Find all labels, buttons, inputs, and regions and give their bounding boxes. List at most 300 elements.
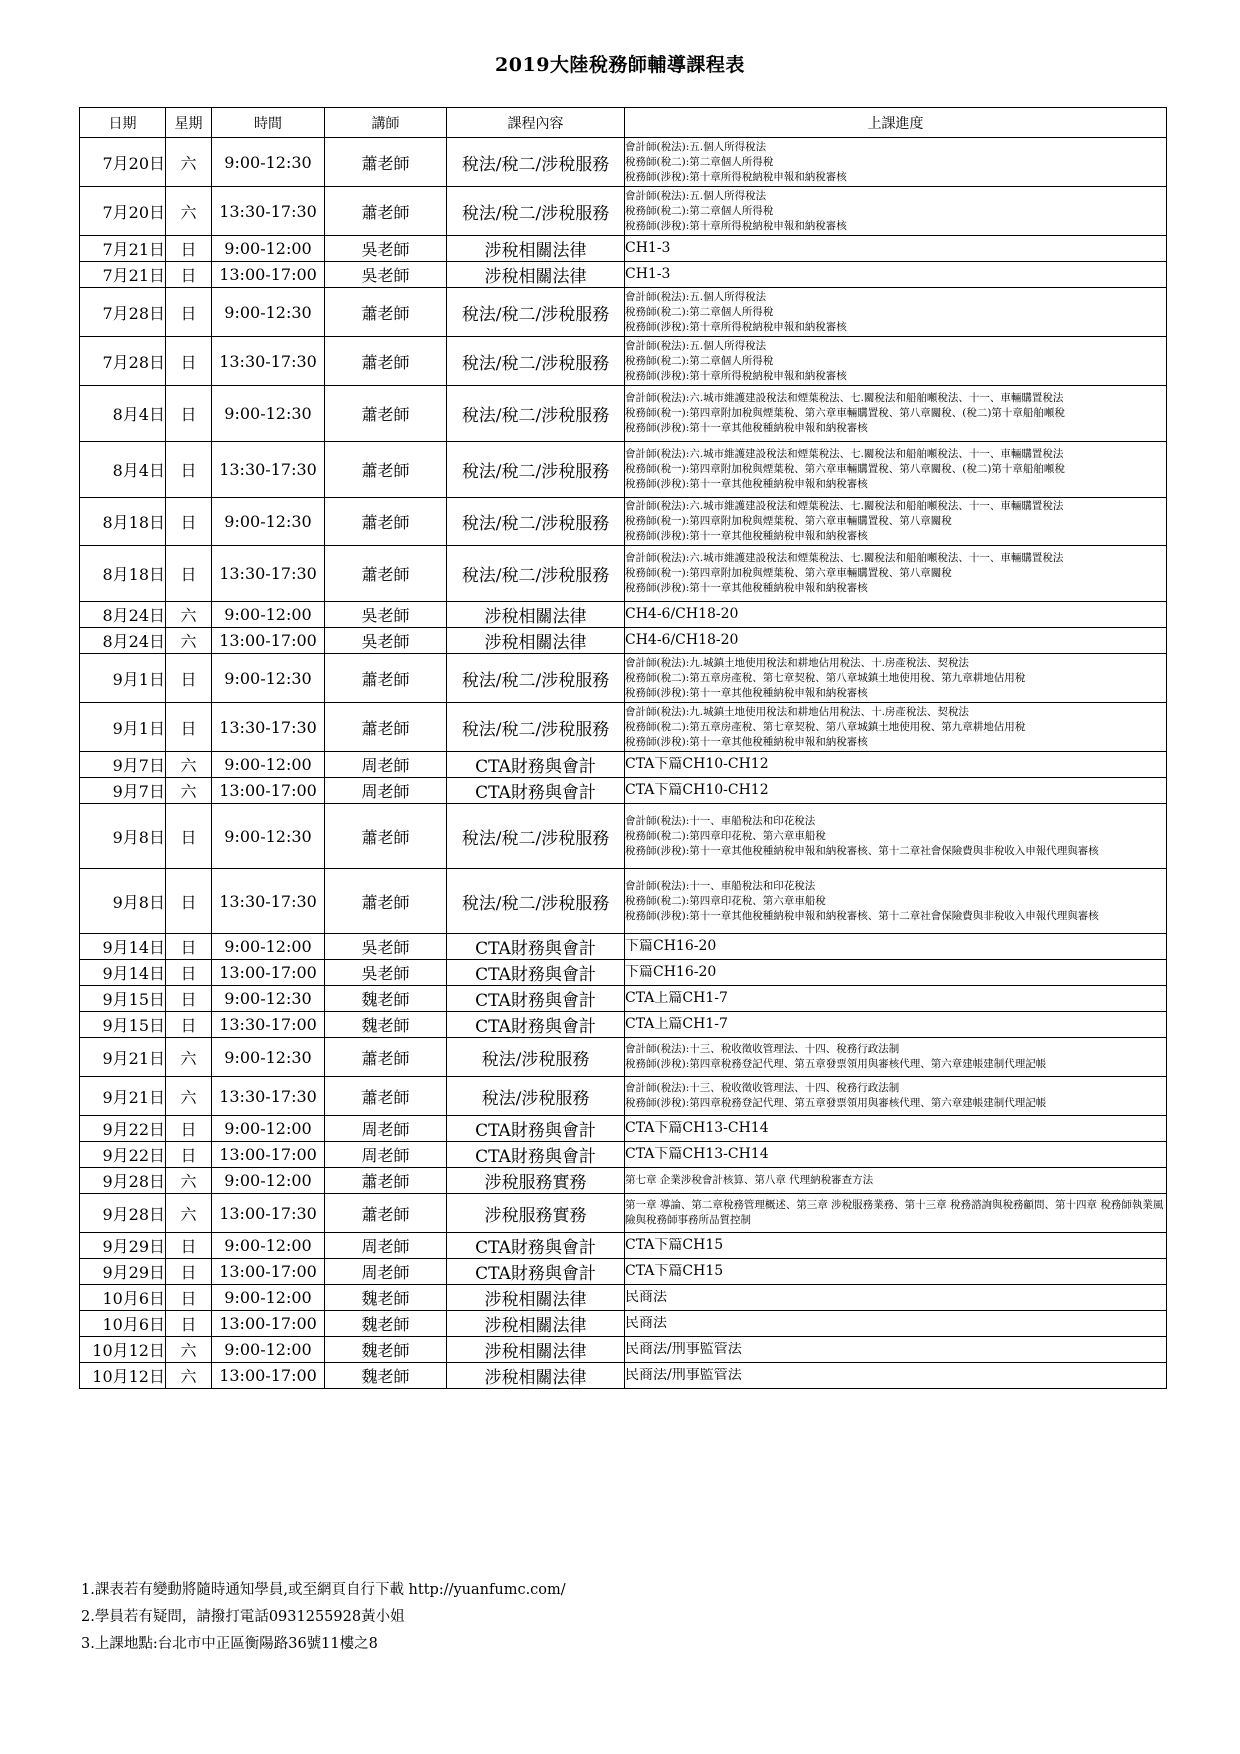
table-row xyxy=(80,236,1167,262)
progress-cell xyxy=(625,752,1167,778)
progress-line: CTA下篇CH13-CH14 xyxy=(625,1147,769,1162)
date-cell: 9月28日 xyxy=(80,1168,166,1194)
date-cell: 8月24日 xyxy=(80,628,166,654)
footnote-schedule-change: 1.課表若有變動將隨時通知學員,或至網頁自行下載 http://yuanfumc.com/ xyxy=(81,1582,566,1598)
table-row xyxy=(80,1116,1167,1142)
time-cell: 9:00-12:30 xyxy=(212,654,325,703)
table-row xyxy=(80,628,1167,654)
progress-cell xyxy=(625,236,1167,262)
weekday-cell: 日 xyxy=(166,442,212,498)
teacher-cell: 蕭老師 xyxy=(325,546,447,602)
time-cell: 9:00-12:00 xyxy=(212,1116,325,1142)
course-cell: 涉稅相關法律 xyxy=(447,236,625,262)
progress-cell xyxy=(625,138,1167,187)
date-cell: 8月18日 xyxy=(80,498,166,546)
schedule-table xyxy=(79,107,1167,1389)
progress-cell xyxy=(625,546,1167,602)
date-cell: 9月1日 xyxy=(80,703,166,752)
progress-line: 稅務師(涉稅):第十一章其他稅種納稅申報和納稅審核、第十二章社會保險費與非稅收入申報代理與審核 xyxy=(625,844,1099,857)
progress-line: 稅務師(涉稅):第十一章其他稅種納稅申報和納稅審核 xyxy=(625,422,868,434)
teacher-cell: 蕭老師 xyxy=(325,804,447,869)
weekday-cell: 日 xyxy=(166,546,212,602)
progress-cell xyxy=(625,703,1167,752)
progress-cell xyxy=(625,1233,1167,1259)
teacher-cell: 蕭老師 xyxy=(325,187,447,236)
course-cell: CTA財務與會計 xyxy=(447,752,625,778)
table-row xyxy=(80,262,1167,288)
time-cell: 13:30-17:30 xyxy=(212,1077,325,1116)
date-cell: 9月7日 xyxy=(80,778,166,804)
progress-line: 會計師(稅法):九.城鎮土地使用稅法和耕地佔用稅法、十.房產稅法、契稅法 xyxy=(625,656,969,669)
weekday-cell: 日 xyxy=(166,337,212,386)
time-cell: 13:30-17:30 xyxy=(212,703,325,752)
column-header-course: 課程內容 xyxy=(447,108,625,138)
progress-line: CTA上篇CH1-7 xyxy=(625,1017,728,1032)
progress-cell xyxy=(625,778,1167,804)
column-header-teacher: 講師 xyxy=(325,108,447,138)
progress-line: 第一章 導論、第二章稅務管理概述、第三章 涉稅服務業務、第十三章 稅務諮詢與稅務顧問、第十四章 稅務師執業風險與稅務師事務所品質控制 xyxy=(625,1199,1164,1226)
course-cell: 稅法/稅二/涉稅服務 xyxy=(447,138,625,187)
table-row xyxy=(80,288,1167,337)
table-row xyxy=(80,1259,1167,1285)
date-cell: 9月29日 xyxy=(80,1233,166,1259)
progress-cell xyxy=(625,1194,1167,1233)
column-header-time: 時間 xyxy=(212,108,325,138)
weekday-cell: 日 xyxy=(166,654,212,703)
course-cell: 涉稅相關法律 xyxy=(447,602,625,628)
time-cell: 13:00-17:00 xyxy=(212,1363,325,1389)
progress-line: 稅務師(稅二):第二章個人所得稅 xyxy=(625,204,774,217)
progress-line: 稅務師(稅二):第二章個人所得稅 xyxy=(625,305,774,318)
progress-cell xyxy=(625,1311,1167,1337)
course-cell: 稅法/稅二/涉稅服務 xyxy=(447,337,625,386)
date-cell: 10月12日 xyxy=(80,1363,166,1389)
course-cell: 涉稅相關法律 xyxy=(447,1363,625,1389)
progress-line: 會計師(稅法):五.個人所得稅法 xyxy=(625,140,767,153)
progress-cell xyxy=(625,1142,1167,1168)
progress-cell xyxy=(625,1012,1167,1038)
table-row xyxy=(80,1168,1167,1194)
teacher-cell: 蕭老師 xyxy=(325,1194,447,1233)
progress-line: CH1-3 xyxy=(625,267,671,282)
table-row xyxy=(80,703,1167,752)
time-cell: 13:00-17:30 xyxy=(212,1194,325,1233)
progress-line: 稅務師(涉稅):第十一章其他稅種納稅申報和納稅審核 xyxy=(625,686,868,699)
footnotes xyxy=(81,1577,566,1658)
date-cell: 9月21日 xyxy=(80,1077,166,1116)
weekday-cell: 六 xyxy=(166,1363,212,1389)
progress-line: CTA下篇CH10-CH12 xyxy=(625,783,769,798)
weekday-cell: 日 xyxy=(166,934,212,960)
progress-line: 會計師(稅法):六.城市維護建設稅法和煙葉稅法、七.關稅法和船舶噸稅法、十一、車輛購置稅法 xyxy=(625,552,1064,564)
course-cell: 涉稅相關法律 xyxy=(447,262,625,288)
weekday-cell: 日 xyxy=(166,498,212,546)
progress-line: 會計師(稅法):六.城市維護建設稅法和煙葉稅法、七.關稅法和船舶噸稅法、十一、車輛購置稅法 xyxy=(625,500,1064,512)
progress-cell xyxy=(625,1259,1167,1285)
progress-line: 稅務師(涉稅):第十章所得稅納稅申報和納稅審核 xyxy=(625,219,847,232)
date-cell: 9月22日 xyxy=(80,1116,166,1142)
table-row xyxy=(80,1363,1167,1389)
table-row xyxy=(80,934,1167,960)
time-cell: 13:30-17:30 xyxy=(212,869,325,934)
progress-line: 稅務師(稅二):第四章印花稅、第六章車船稅 xyxy=(625,894,826,907)
weekday-cell: 日 xyxy=(166,703,212,752)
time-cell: 13:30-17:30 xyxy=(212,337,325,386)
progress-line: 稅務師(涉稅):第十一章其他稅種納稅申報和納稅審核 xyxy=(625,735,868,748)
table-row xyxy=(80,386,1167,442)
progress-line: 稅務師(稅二):第五章房產稅、第七章契稅、第八章城鎮土地使用稅、第九章耕地佔用稅 xyxy=(625,671,1026,684)
weekday-cell: 六 xyxy=(166,628,212,654)
date-cell: 9月8日 xyxy=(80,804,166,869)
teacher-cell: 蕭老師 xyxy=(325,1077,447,1116)
progress-cell xyxy=(625,386,1167,442)
progress-cell xyxy=(625,804,1167,869)
progress-cell xyxy=(625,1337,1167,1363)
progress-line: 會計師(稅法):五.個人所得稅法 xyxy=(625,290,767,303)
date-cell: 9月22日 xyxy=(80,1142,166,1168)
date-cell: 9月15日 xyxy=(80,1012,166,1038)
teacher-cell: 周老師 xyxy=(325,1233,447,1259)
table-row xyxy=(80,1012,1167,1038)
page-title: 2019大陸稅務師輔導課程表 xyxy=(495,54,745,76)
progress-line: 民商法 xyxy=(625,1316,667,1331)
course-cell: CTA財務與會計 xyxy=(447,1233,625,1259)
course-cell: 稅法/稅二/涉稅服務 xyxy=(447,442,625,498)
weekday-cell: 六 xyxy=(166,752,212,778)
progress-cell xyxy=(625,628,1167,654)
progress-cell xyxy=(625,934,1167,960)
progress-line: 稅務師(稅一):第四章附加稅與煙葉稅、第六章車輛購置稅、第八章關稅、(稅二)第十章船舶噸稅 xyxy=(625,463,1065,475)
progress-line: CTA下篇CH15 xyxy=(625,1264,724,1279)
progress-line: CH1-3 xyxy=(625,241,671,256)
date-cell: 9月1日 xyxy=(80,654,166,703)
table-row xyxy=(80,1285,1167,1311)
course-cell: CTA財務與會計 xyxy=(447,778,625,804)
time-cell: 13:00-17:00 xyxy=(212,1259,325,1285)
time-cell: 13:00-17:00 xyxy=(212,778,325,804)
progress-line: 稅務師(稅一):第四章附加稅與煙葉稅、第六章車輛購置稅、第八章關稅、(稅二)第十章船舶噸稅 xyxy=(625,407,1065,419)
progress-line: 稅務師(涉稅):第十一章其他稅種納稅申報和納稅審核 xyxy=(625,582,868,594)
weekday-cell: 日 xyxy=(166,986,212,1012)
progress-line: 稅務師(涉稅):第十一章其他稅種納稅申報和納稅審核 xyxy=(625,478,868,490)
progress-line: 稅務師(涉稅):第四章稅務登記代理、第五章發票領用與審核代理、第六章建帳建制代理記帳 xyxy=(625,1097,1047,1109)
date-cell: 9月14日 xyxy=(80,960,166,986)
date-cell: 7月21日 xyxy=(80,262,166,288)
weekday-cell: 日 xyxy=(166,960,212,986)
date-cell: 9月28日 xyxy=(80,1194,166,1233)
table-row xyxy=(80,1077,1167,1116)
progress-cell xyxy=(625,986,1167,1012)
progress-cell xyxy=(625,288,1167,337)
weekday-cell: 六 xyxy=(166,138,212,187)
teacher-cell: 魏老師 xyxy=(325,1363,447,1389)
time-cell: 13:00-17:00 xyxy=(212,1142,325,1168)
progress-line: 稅務師(稅一):第四章附加稅與煙葉稅、第六章車輛購置稅、第八章關稅 xyxy=(625,567,952,579)
course-cell: 稅法/稅二/涉稅服務 xyxy=(447,654,625,703)
time-cell: 13:00-17:00 xyxy=(212,1311,325,1337)
progress-cell xyxy=(625,960,1167,986)
progress-line: 會計師(稅法):十三、稅收徵收管理法、十四、稅務行政法制 xyxy=(625,1082,900,1094)
table-row xyxy=(80,546,1167,602)
table-header-row xyxy=(80,108,1167,138)
progress-cell xyxy=(625,1077,1167,1116)
progress-cell xyxy=(625,187,1167,236)
course-cell: 涉稅服務實務 xyxy=(447,1194,625,1233)
progress-cell xyxy=(625,262,1167,288)
teacher-cell: 吳老師 xyxy=(325,602,447,628)
course-cell: 涉稅相關法律 xyxy=(447,1337,625,1363)
column-header-weekday: 星期 xyxy=(166,108,212,138)
time-cell: 13:30-17:30 xyxy=(212,442,325,498)
table-row xyxy=(80,1337,1167,1363)
progress-line: 會計師(稅法):十一、車船稅法和印花稅法 xyxy=(625,814,816,827)
progress-line: 會計師(稅法):六.城市維護建設稅法和煙葉稅法、七.關稅法和船舶噸稅法、十一、車輛購置稅法 xyxy=(625,448,1064,460)
date-cell: 7月28日 xyxy=(80,337,166,386)
progress-line: 稅務師(稅二):第二章個人所得稅 xyxy=(625,155,774,168)
progress-line: 會計師(稅法):十一、車船稅法和印花稅法 xyxy=(625,879,816,892)
weekday-cell: 日 xyxy=(166,1116,212,1142)
course-cell: 涉稅相關法律 xyxy=(447,1311,625,1337)
date-cell: 8月4日 xyxy=(80,442,166,498)
time-cell: 9:00-12:00 xyxy=(212,602,325,628)
course-cell: CTA財務與會計 xyxy=(447,1142,625,1168)
progress-cell xyxy=(625,654,1167,703)
progress-line: 稅務師(涉稅):第四章稅務登記代理、第五章發票領用與審核代理、第六章建帳建制代理記帳 xyxy=(625,1058,1047,1070)
teacher-cell: 蕭老師 xyxy=(325,386,447,442)
weekday-cell: 日 xyxy=(166,386,212,442)
weekday-cell: 六 xyxy=(166,1337,212,1363)
course-cell: CTA財務與會計 xyxy=(447,1259,625,1285)
progress-cell xyxy=(625,1363,1167,1389)
time-cell: 13:00-17:00 xyxy=(212,262,325,288)
time-cell: 9:00-12:00 xyxy=(212,934,325,960)
progress-line: 第七章 企業涉稅會計核算、第八章 代理納稅審查方法 xyxy=(625,1174,874,1186)
weekday-cell: 日 xyxy=(166,1233,212,1259)
progress-cell xyxy=(625,337,1167,386)
weekday-cell: 六 xyxy=(166,1038,212,1077)
table-row xyxy=(80,138,1167,187)
progress-cell xyxy=(625,1285,1167,1311)
table-row xyxy=(80,960,1167,986)
progress-cell xyxy=(625,602,1167,628)
progress-cell xyxy=(625,1116,1167,1142)
table-row xyxy=(80,986,1167,1012)
teacher-cell: 蕭老師 xyxy=(325,288,447,337)
time-cell: 9:00-12:30 xyxy=(212,1038,325,1077)
course-cell: 稅法/稅二/涉稅服務 xyxy=(447,804,625,869)
teacher-cell: 魏老師 xyxy=(325,986,447,1012)
teacher-cell: 周老師 xyxy=(325,778,447,804)
time-cell: 9:00-12:30 xyxy=(212,288,325,337)
course-cell: CTA財務與會計 xyxy=(447,960,625,986)
date-cell: 7月20日 xyxy=(80,138,166,187)
time-cell: 9:00-12:30 xyxy=(212,498,325,546)
teacher-cell: 吳老師 xyxy=(325,236,447,262)
course-cell: 涉稅相關法律 xyxy=(447,1285,625,1311)
footnote-location: 3.上課地點:台北市中正區衡陽路36號11樓之8 xyxy=(81,1636,378,1652)
teacher-cell: 魏老師 xyxy=(325,1311,447,1337)
date-cell: 7月20日 xyxy=(80,187,166,236)
course-cell: 稅法/稅二/涉稅服務 xyxy=(447,869,625,934)
date-cell: 7月28日 xyxy=(80,288,166,337)
time-cell: 9:00-12:30 xyxy=(212,138,325,187)
weekday-cell: 日 xyxy=(166,236,212,262)
weekday-cell: 日 xyxy=(166,1012,212,1038)
progress-cell xyxy=(625,498,1167,546)
weekday-cell: 日 xyxy=(166,869,212,934)
progress-line: 會計師(稅法):九.城鎮土地使用稅法和耕地佔用稅法、十.房產稅法、契稅法 xyxy=(625,705,969,718)
progress-line: 下篇CH16-20 xyxy=(625,965,717,980)
course-cell: 稅法/稅二/涉稅服務 xyxy=(447,546,625,602)
teacher-cell: 蕭老師 xyxy=(325,337,447,386)
date-cell: 8月4日 xyxy=(80,386,166,442)
time-cell: 9:00-12:30 xyxy=(212,386,325,442)
progress-line: CTA下篇CH10-CH12 xyxy=(625,757,769,772)
date-cell: 9月8日 xyxy=(80,869,166,934)
table-row xyxy=(80,442,1167,498)
teacher-cell: 蕭老師 xyxy=(325,869,447,934)
table-row xyxy=(80,1142,1167,1168)
progress-line: 稅務師(涉稅):第十章所得稅納稅申報和納稅審核 xyxy=(625,369,847,382)
table-row xyxy=(80,752,1167,778)
time-cell: 9:00-12:30 xyxy=(212,986,325,1012)
time-cell: 9:00-12:30 xyxy=(212,804,325,869)
time-cell: 9:00-12:00 xyxy=(212,1337,325,1363)
teacher-cell: 吳老師 xyxy=(325,934,447,960)
teacher-cell: 魏老師 xyxy=(325,1285,447,1311)
teacher-cell: 蕭老師 xyxy=(325,1038,447,1077)
course-cell: CTA財務與會計 xyxy=(447,934,625,960)
progress-cell xyxy=(625,869,1167,934)
course-cell: 稅法/涉稅服務 xyxy=(447,1077,625,1116)
date-cell: 9月29日 xyxy=(80,1259,166,1285)
progress-line: 會計師(稅法):五.個人所得稅法 xyxy=(625,339,767,352)
time-cell: 9:00-12:00 xyxy=(212,1233,325,1259)
teacher-cell: 蕭老師 xyxy=(325,498,447,546)
progress-line: CTA上篇CH1-7 xyxy=(625,991,728,1006)
date-cell: 7月21日 xyxy=(80,236,166,262)
progress-line: CTA下篇CH13-CH14 xyxy=(625,1121,769,1136)
date-cell: 9月21日 xyxy=(80,1038,166,1077)
course-cell: 稅法/稅二/涉稅服務 xyxy=(447,498,625,546)
progress-cell xyxy=(625,442,1167,498)
table-row xyxy=(80,498,1167,546)
weekday-cell: 六 xyxy=(166,602,212,628)
teacher-cell: 吳老師 xyxy=(325,262,447,288)
column-header-date: 日期 xyxy=(80,108,166,138)
footnote-contact: 2.學員若有疑問，請撥打電話0931255928黃小姐 xyxy=(81,1609,405,1625)
teacher-cell: 吳老師 xyxy=(325,960,447,986)
teacher-cell: 蕭老師 xyxy=(325,654,447,703)
table-row xyxy=(80,869,1167,934)
teacher-cell: 周老師 xyxy=(325,752,447,778)
weekday-cell: 六 xyxy=(166,187,212,236)
weekday-cell: 日 xyxy=(166,1142,212,1168)
course-cell: 稅法/稅二/涉稅服務 xyxy=(447,386,625,442)
weekday-cell: 六 xyxy=(166,778,212,804)
weekday-cell: 日 xyxy=(166,262,212,288)
course-cell: CTA財務與會計 xyxy=(447,986,625,1012)
progress-line: 稅務師(稅二):第四章印花稅、第六章車船稅 xyxy=(625,829,826,842)
progress-line: CH4-6/CH18-20 xyxy=(625,633,739,648)
table-row xyxy=(80,602,1167,628)
weekday-cell: 日 xyxy=(166,1285,212,1311)
weekday-cell: 日 xyxy=(166,1311,212,1337)
time-cell: 9:00-12:00 xyxy=(212,1168,325,1194)
course-cell: 涉稅相關法律 xyxy=(447,628,625,654)
time-cell: 13:30-17:00 xyxy=(212,1012,325,1038)
table-row xyxy=(80,804,1167,869)
teacher-cell: 蕭老師 xyxy=(325,703,447,752)
date-cell: 8月24日 xyxy=(80,602,166,628)
progress-line: 會計師(稅法):六.城市維護建設稅法和煙葉稅法、七.關稅法和船舶噸稅法、十一、車輛購置稅法 xyxy=(625,392,1064,404)
course-cell: 稅法/稅二/涉稅服務 xyxy=(447,187,625,236)
table-row xyxy=(80,1038,1167,1077)
progress-line: 稅務師(稅二):第五章房產稅、第七章契稅、第八章城鎮土地使用稅、第九章耕地佔用稅 xyxy=(625,720,1026,733)
course-cell: 稅法/稅二/涉稅服務 xyxy=(447,703,625,752)
time-cell: 13:00-17:00 xyxy=(212,628,325,654)
teacher-cell: 蕭老師 xyxy=(325,138,447,187)
course-cell: CTA財務與會計 xyxy=(447,1012,625,1038)
teacher-cell: 魏老師 xyxy=(325,1012,447,1038)
teacher-cell: 蕭老師 xyxy=(325,442,447,498)
column-header-progress: 上課進度 xyxy=(625,108,1167,138)
progress-line: 會計師(稅法):五.個人所得稅法 xyxy=(625,189,767,202)
time-cell: 9:00-12:00 xyxy=(212,752,325,778)
time-cell: 9:00-12:00 xyxy=(212,236,325,262)
progress-line: 民商法/刑事監管法 xyxy=(625,1368,742,1383)
progress-line: 稅務師(涉稅):第十章所得稅納稅申報和納稅審核 xyxy=(625,170,847,183)
date-cell: 9月7日 xyxy=(80,752,166,778)
progress-line: CTA下篇CH15 xyxy=(625,1238,724,1253)
course-cell: 稅法/涉稅服務 xyxy=(447,1038,625,1077)
date-cell: 9月14日 xyxy=(80,934,166,960)
date-cell: 8月18日 xyxy=(80,546,166,602)
time-cell: 9:00-12:00 xyxy=(212,1285,325,1311)
table-row xyxy=(80,337,1167,386)
progress-cell xyxy=(625,1038,1167,1077)
progress-cell xyxy=(625,1168,1167,1194)
progress-line: 民商法/刑事監管法 xyxy=(625,1342,742,1357)
weekday-cell: 日 xyxy=(166,1259,212,1285)
table-row xyxy=(80,187,1167,236)
teacher-cell: 蕭老師 xyxy=(325,1168,447,1194)
table-row xyxy=(80,778,1167,804)
date-cell: 10月6日 xyxy=(80,1311,166,1337)
time-cell: 13:30-17:30 xyxy=(212,187,325,236)
progress-line: 稅務師(涉稅):第十章所得稅納稅申報和納稅審核 xyxy=(625,320,847,333)
course-cell: 涉稅服務實務 xyxy=(447,1168,625,1194)
teacher-cell: 周老師 xyxy=(325,1259,447,1285)
teacher-cell: 周老師 xyxy=(325,1142,447,1168)
progress-line: 下篇CH16-20 xyxy=(625,939,717,954)
table-row xyxy=(80,1233,1167,1259)
date-cell: 9月15日 xyxy=(80,986,166,1012)
progress-line: 會計師(稅法):十三、稅收徵收管理法、十四、稅務行政法制 xyxy=(625,1043,900,1055)
weekday-cell: 六 xyxy=(166,1194,212,1233)
progress-line: 稅務師(稅一):第四章附加稅與煙葉稅、第六章車輛購置稅、第八章關稅 xyxy=(625,515,952,527)
course-cell: 稅法/稅二/涉稅服務 xyxy=(447,288,625,337)
progress-line: 稅務師(涉稅):第十一章其他稅種納稅申報和納稅審核 xyxy=(625,530,868,542)
progress-line: CH4-6/CH18-20 xyxy=(625,607,739,622)
date-cell: 10月12日 xyxy=(80,1337,166,1363)
teacher-cell: 周老師 xyxy=(325,1116,447,1142)
teacher-cell: 魏老師 xyxy=(325,1337,447,1363)
progress-line: 民商法 xyxy=(625,1290,667,1305)
teacher-cell: 吳老師 xyxy=(325,628,447,654)
table-row xyxy=(80,1311,1167,1337)
table-row xyxy=(80,1194,1167,1233)
